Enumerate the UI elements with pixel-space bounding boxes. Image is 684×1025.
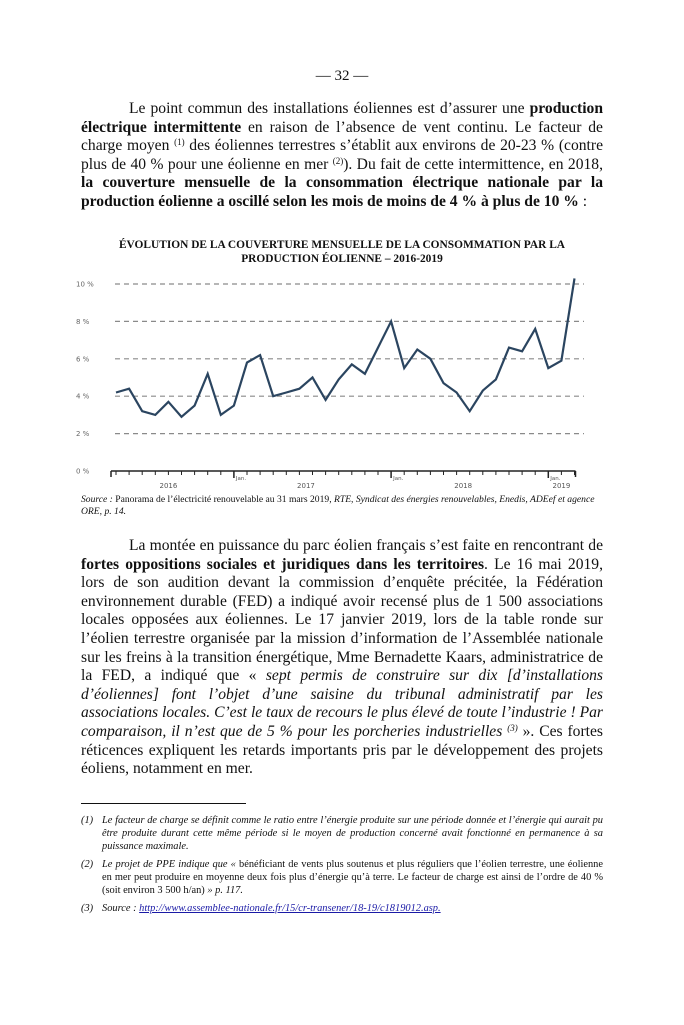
x-year-label: 2019 (552, 482, 571, 490)
chart-title (80, 238, 604, 266)
bold-text: production électrique intermittente (81, 100, 603, 136)
x-jan-label: Jan. (393, 476, 404, 482)
x-year-label: 2017 (297, 482, 315, 490)
chart-title-line1: ÉVOLUTION DE LA COUVERTURE MENSUELLE DE LA CONSOMMATION PAR LA (118, 239, 566, 251)
text: Le point commun des installations éoliennes est d’assurer une (129, 100, 530, 117)
footnote-number: (1) (81, 815, 94, 826)
footnote-intro: Le projet de PPE indique que « (102, 859, 240, 870)
footnote-text: bénéficiant de vents plus soutenus et plus réguliers que l’éolien terrestre, une éolienne en mer peut produire en moyenne deux fois plus d’énergie qu’à terre. Le facteur de charge est ainsi de l’ordre de 40 % (soit environ 3 500 h/an) (102, 859, 603, 896)
footnote-2 (81, 858, 603, 897)
source-label: Source : (81, 494, 113, 505)
x-axis (111, 471, 576, 490)
text: La montée en puissance du parc éolien français s’est faite en rencontrant de (129, 537, 603, 554)
x-jan-label: Jan. (235, 476, 247, 482)
footnote-label: Source : (102, 903, 140, 914)
y-tick-label: 0 % (76, 467, 90, 476)
footnote-number: (2) (81, 859, 94, 870)
footnote-3 (81, 902, 603, 915)
footnote-1 (81, 814, 603, 853)
y-axis-labels (76, 281, 94, 476)
y-tick-label: 4 % (76, 392, 90, 401)
source-link[interactable]: http://www.assemblee-nationale.fr/15/cr-transener/18-19/c1819012.asp. (139, 903, 441, 914)
y-tick-label: 10 % (76, 280, 94, 289)
footnote-outro: » p. 117. (207, 885, 243, 896)
footnote-separator (81, 803, 246, 804)
bold-text: la couverture mensuelle de la consommation électrique nationale par la production éolienne a oscillé selon les mois de moins de 4 % à plus de 10 % (81, 174, 603, 210)
chart-gridlines (115, 284, 584, 434)
x-jan-label: Jan. (550, 476, 561, 482)
footnote-number: (3) (81, 903, 94, 914)
x-year-label: 2018 (454, 482, 473, 490)
page-number: — 32 — (315, 68, 369, 84)
text: des éoliennes terrestres s’établit aux environs de 20-23 % (contre plus de 40 % pour une éolienne en mer (81, 137, 603, 173)
footnote-ref-1[interactable]: (1) (174, 137, 185, 148)
chart-title-line2: PRODUCTION ÉOLIENNE – 2016-2019 (241, 253, 443, 265)
body-paragraph (81, 537, 603, 779)
bold-text: fortes oppositions sociales et juridiques dans les territoires (81, 555, 485, 573)
quote-text: sept permis de construire sur dix [d’installations d’éoliennes] font l’objet d’une saisine du tribunal administratif par les associations locales. C’est le taux de recours le plus élevé de toute l’industrie ! Par comparaison, il n’est que de 5 % pour les porcheries industrielles (81, 667, 603, 740)
text: . Le 16 mai 2019, lors de son audition devant la commission d’enquête précitée, la Fédération environnement durable (FED) a indiqué avoir recensé plus de 1 500 associations locales opposées aux éoliennes. Le 17 janvier 2019, lors de la table ronde sur l’éolien terrestre organisée par la mission d’information de l’Assemblée nationale sur les freins à la transition énergétique, Mme Bernadette Kaars, administratrice de la FED, a indiqué que « (81, 555, 603, 685)
source-text: Panorama de l’électricité renouvelable au 31 mars 2019, (112, 494, 334, 505)
footnote-ref-2[interactable]: (2) (332, 155, 344, 166)
text: ). Du fait de cette intermittence, en 2018, (343, 155, 603, 173)
text: : (578, 192, 588, 210)
text: en raison de l’absence de vent continu. Le facteur de charge moyen (81, 118, 603, 155)
chart-source (81, 494, 605, 518)
source-italic: RTE, Syndicat des énergies renouvelables, Enedis, ADEef et agence ORE, p. 14. (81, 494, 595, 517)
y-tick-label: 2 % (76, 430, 90, 439)
footnote-ref-3[interactable]: (3) (507, 722, 518, 733)
x-year-label: 2016 (159, 482, 178, 490)
y-tick-label: 8 % (76, 317, 90, 326)
footnote-text: Le facteur de charge se définit comme le ratio entre l’énergie produite sur une période donnée et l’énergie qui aurait pu être produite durant cette même période si le moyen de production concerné avait fonctionné en permanence à sa puissance maximale. (102, 815, 603, 852)
line-chart (72, 268, 602, 493)
text: ». Ces fortes réticences expliquent les retards importants pris par le développement des projets éoliens, notamment en mer. (81, 722, 603, 778)
intro-paragraph (81, 100, 603, 212)
y-tick-label: 6 % (76, 355, 90, 364)
